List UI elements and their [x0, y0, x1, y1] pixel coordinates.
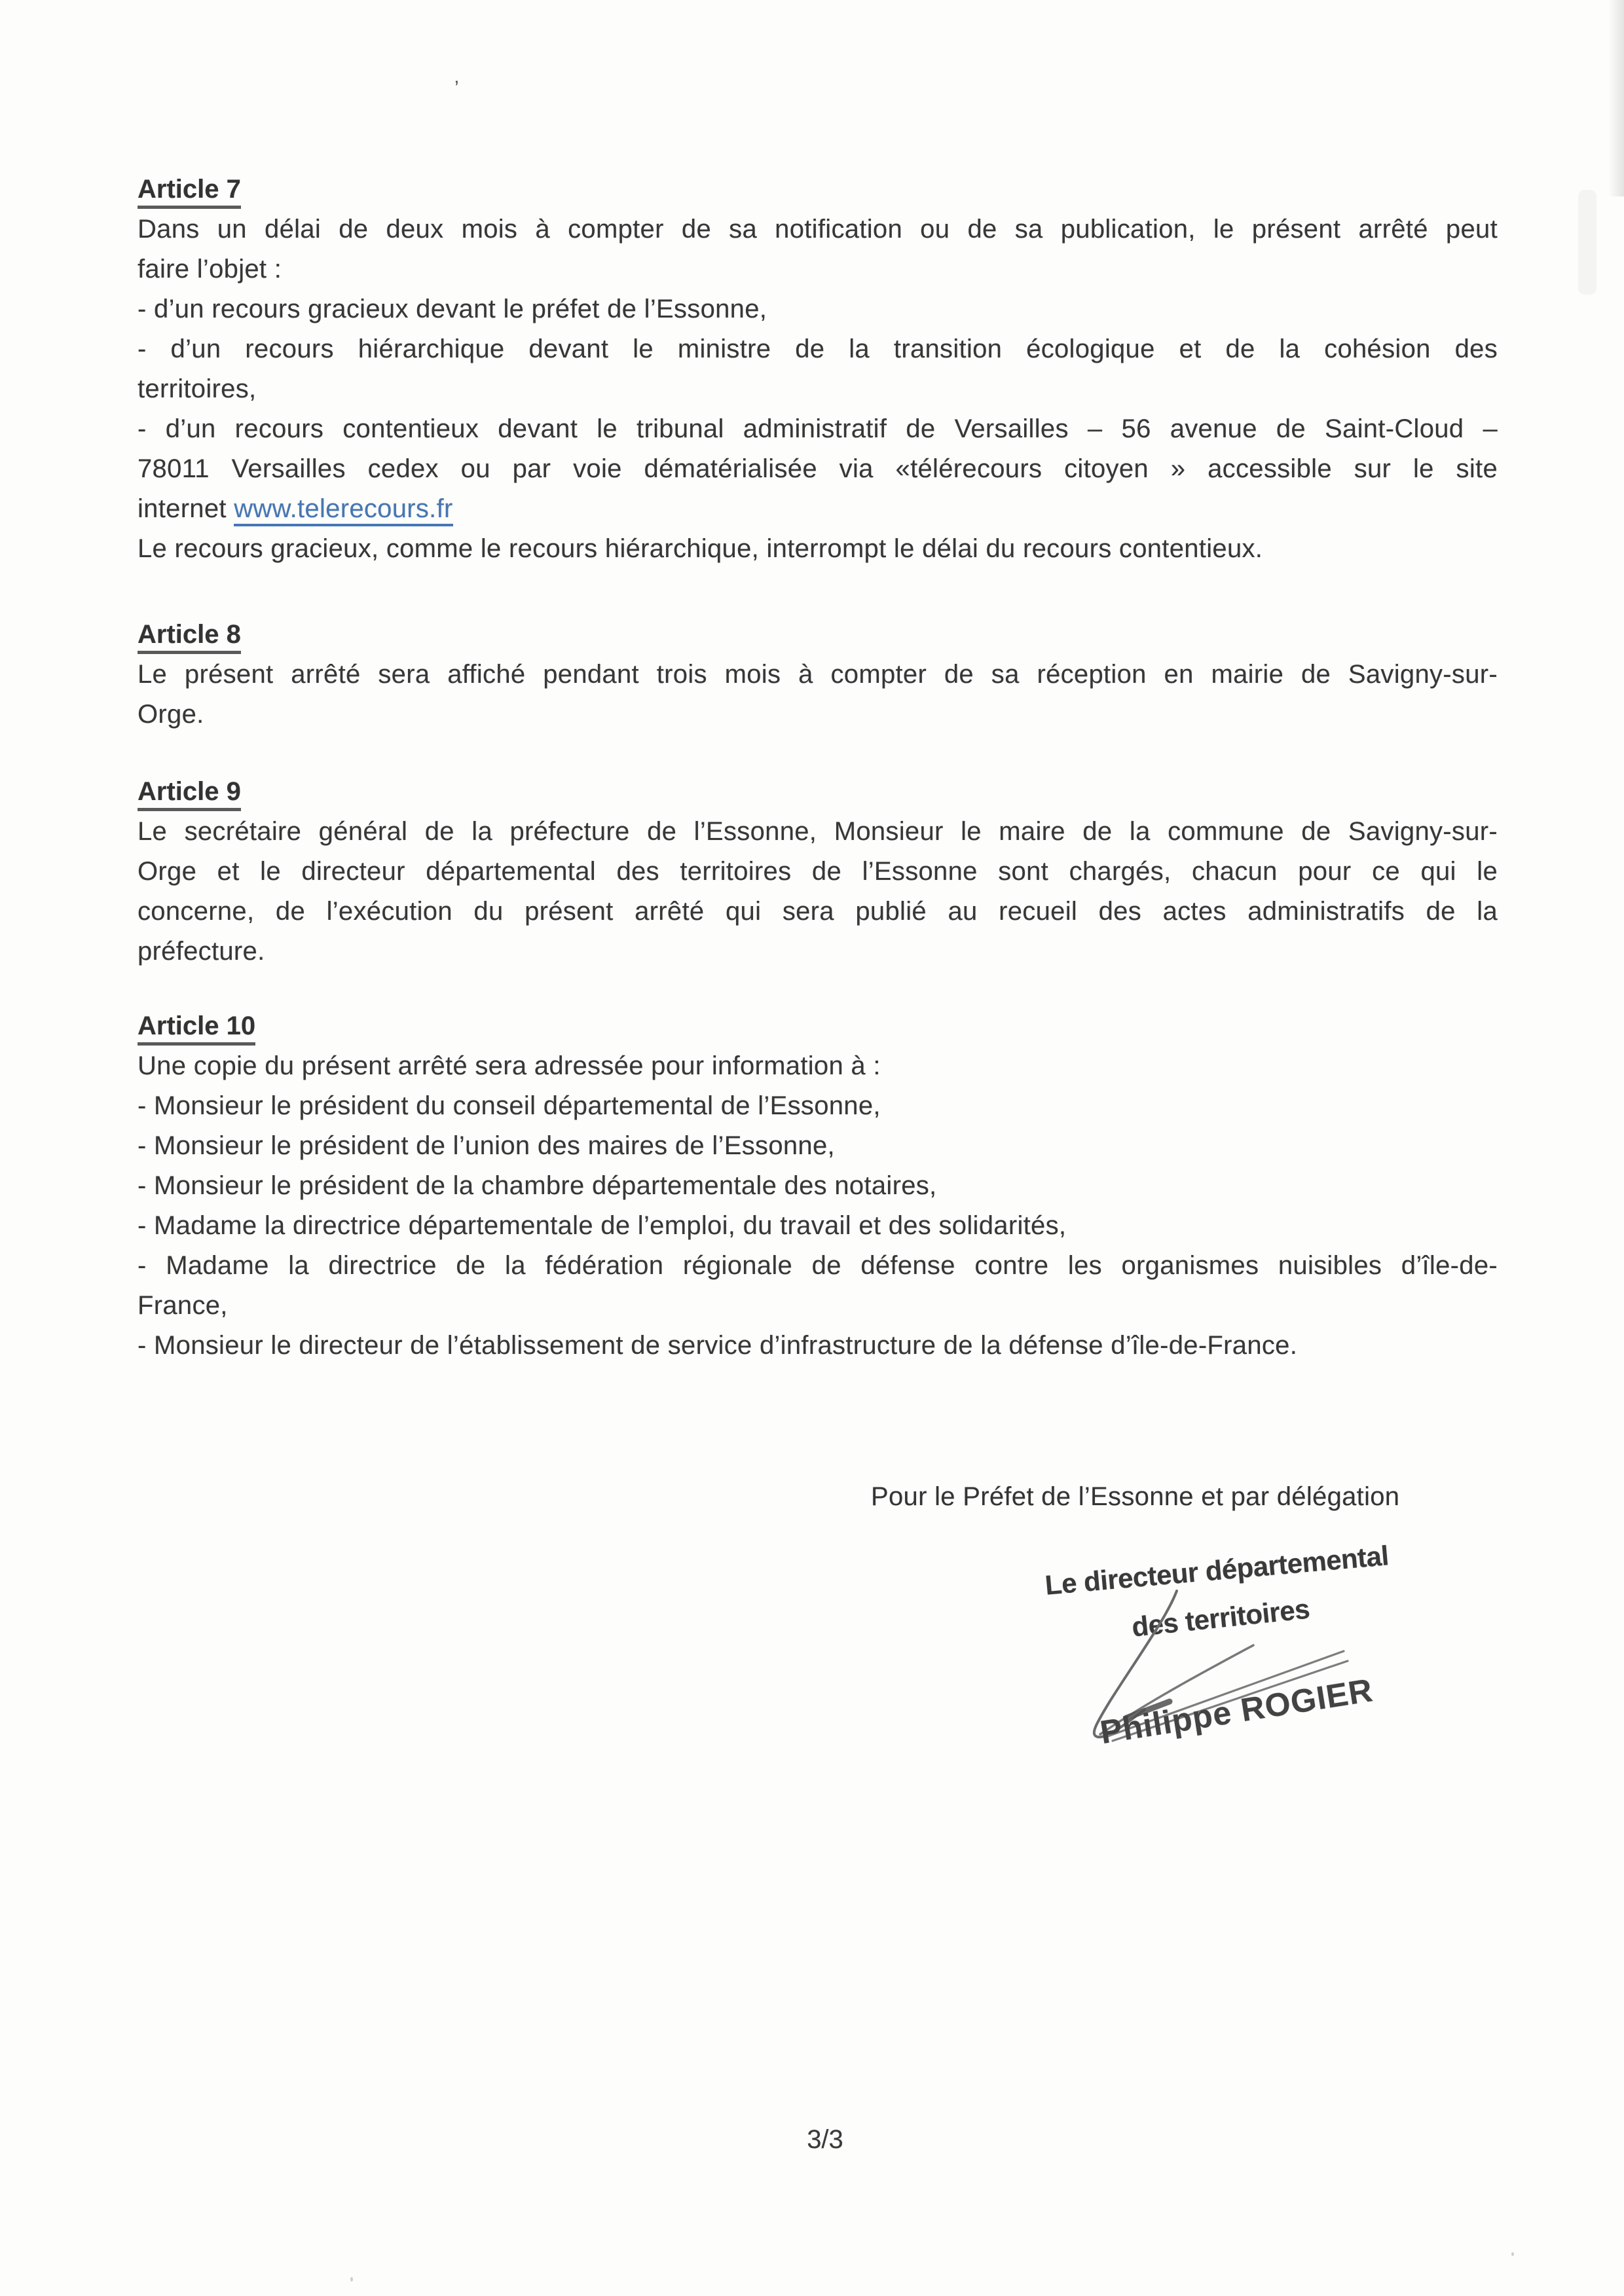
stamp-director-line1: Le directeur départemental [1044, 1540, 1390, 1601]
scan-edge-smudge [1578, 190, 1596, 295]
page-number: 3/3 [807, 2125, 843, 2154]
article-7-heading [138, 170, 1498, 210]
article-10-heading [138, 1006, 1498, 1046]
stamp-director-line2: des territoires [1130, 1593, 1312, 1643]
article-7-section [138, 170, 1498, 569]
text-line: - Madame la directrice de la fédération régionale de défense contre les organismes nuisibles d’île-de- [138, 1251, 1498, 1280]
article-8-heading-text: Article 8 [138, 620, 241, 654]
article-8-paragraph [138, 655, 1498, 735]
scan-speck [350, 2277, 353, 2282]
text-line: - d’un recours contentieux devant le tribunal administratif de Versailles – 56 avenue de Saint-Cloud – [138, 414, 1498, 443]
signature-delegation-line: Pour le Préfet de l’Essonne et par délégation [871, 1482, 1400, 1511]
text-line: concerne, de l’exécution du présent arrêté qui sera publié au recueil des actes administratifs de la [138, 897, 1498, 926]
article-10-paragraph [138, 1046, 1498, 1366]
text-line: - d’un recours gracieux devant le préfet de l’Essonne, [138, 295, 767, 323]
text-line: France, [138, 1291, 228, 1320]
text-line [138, 489, 1498, 529]
text-line: territoires, [138, 374, 257, 403]
article-8-heading [138, 615, 1498, 655]
text-line: Le secrétaire général de la préfecture de l’Essonne, Monsieur le maire de la commune de Savigny-sur- [138, 817, 1498, 846]
text-line: Orge et le directeur départemental des territoires de l’Essonne sont chargés, chacun pour ce qui le [138, 857, 1498, 886]
article-9-paragraph [138, 812, 1498, 972]
text-line: - Monsieur le président du conseil départemental de l’Essonne, [138, 1091, 881, 1120]
article-8-section [138, 615, 1498, 735]
text-line: Dans un délai de deux mois à compter de sa notification ou de sa publication, le présent arrêté peut [138, 215, 1498, 244]
text-line: - Monsieur le directeur de l’établissement de service d’infrastructure de la défense d’île-de-France. [138, 1331, 1298, 1360]
scan-speck [1511, 2252, 1514, 2256]
text-line: faire l’objet : [138, 255, 282, 283]
text-line: préfecture. [138, 937, 265, 966]
text-line: - Madame la directrice départementale de l’emploi, du travail et des solidarités, [138, 1211, 1067, 1240]
article-7-heading-text: Article 7 [138, 175, 241, 209]
text-line: Une copie du présent arrêté sera adressée pour information à : [138, 1051, 881, 1080]
scan-edge-shadow [1608, 0, 1624, 196]
link-prefix-text: internet [138, 494, 234, 523]
scan-artifact-mark: ’ [454, 77, 459, 99]
article-9-section [138, 772, 1498, 972]
article-10-heading-text: Article 10 [138, 1011, 255, 1046]
text-line: - Monsieur le président de la chambre départementale des notaires, [138, 1171, 937, 1200]
article-9-heading [138, 772, 1498, 812]
telerecours-link[interactable]: www.telerecours.fr [234, 494, 452, 526]
text-line: Le recours gracieux, comme le recours hiérarchique, interrompt le délai du recours contentieux. [138, 534, 1263, 563]
document-body [138, 170, 1498, 1366]
text-line: - d’un recours hiérarchique devant le ministre de la transition écologique et de la cohésion des [138, 335, 1498, 363]
text-line: - Monsieur le président de l’union des maires de l’Essonne, [138, 1131, 835, 1160]
text-line: Le présent arrêté sera affiché pendant trois mois à compter de sa réception en mairie de Savigny-sur- [138, 660, 1498, 689]
signatory-name: Philippe ROGIER [1098, 1671, 1376, 1751]
article-10-section [138, 1006, 1498, 1366]
article-7-paragraph [138, 210, 1498, 569]
text-line: Orge. [138, 700, 204, 729]
text-line: 78011 Versailles cedex ou par voie dématérialisée via «télérecours citoyen » accessible sur le site [138, 454, 1498, 483]
article-9-heading-text: Article 9 [138, 777, 241, 811]
